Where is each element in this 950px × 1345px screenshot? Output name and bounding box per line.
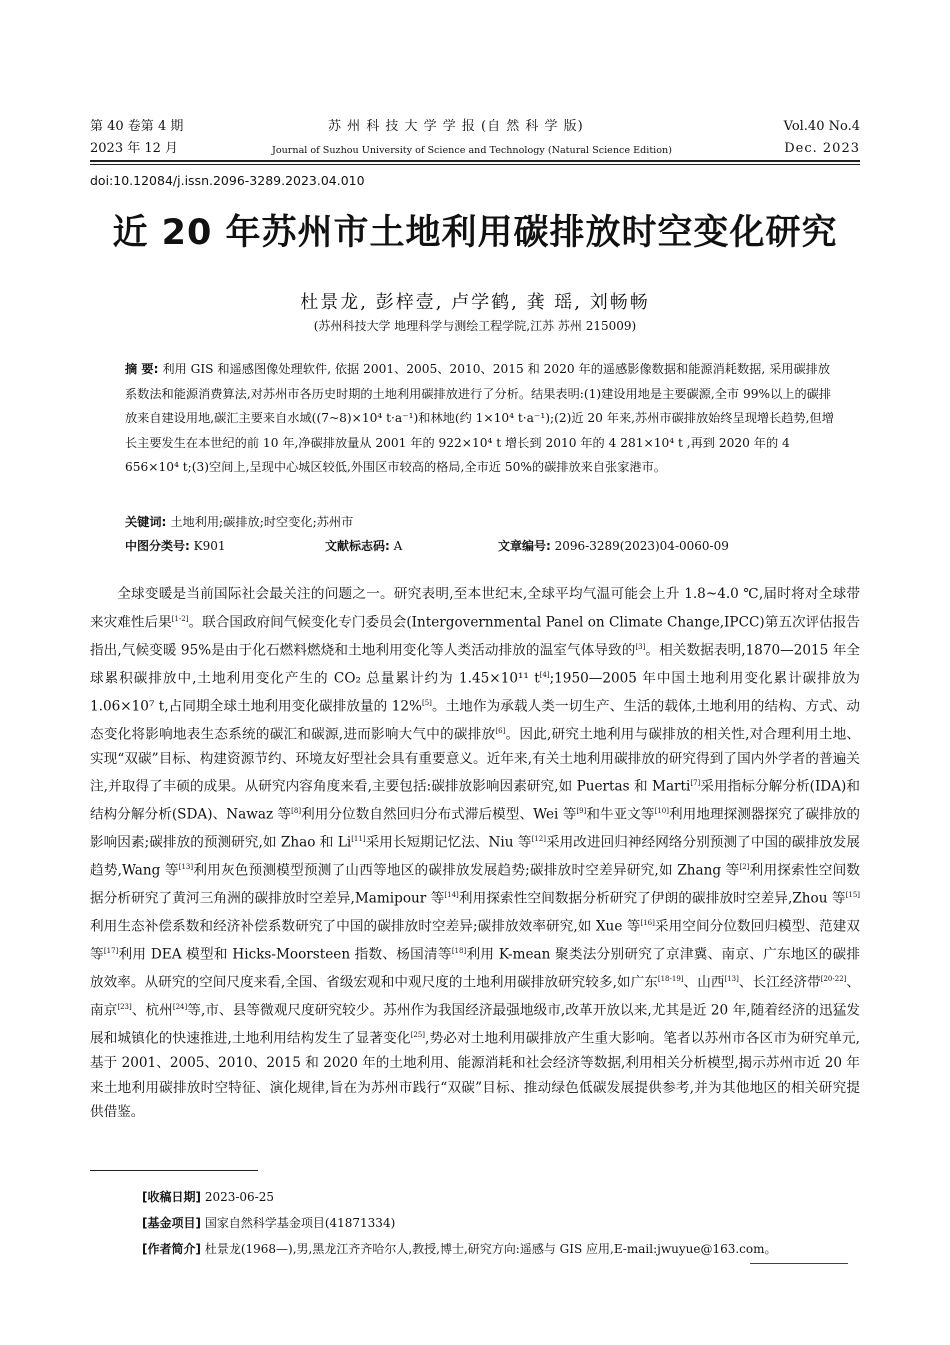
fund-value: 国家自然科学基金项目(41871334) bbox=[204, 1216, 396, 1230]
footnote-end-rule bbox=[750, 1263, 848, 1264]
authors: 杜景龙, 彭梓壹, 卢学鹤, 龚 瑶, 刘畅畅 bbox=[300, 292, 650, 313]
citation: [25] bbox=[410, 1031, 426, 1040]
body-text: 全球变暖是当前国际社会最关注的问题之一。研究表明,至本世纪末,全球平均气温可能会上升 1.8~4.0 ℃,届时将对全球带来灾难性后果 bbox=[90, 586, 860, 631]
header-volume-en: Vol.40 No.4 bbox=[783, 119, 860, 134]
citation: [9] bbox=[576, 807, 587, 816]
header-rule-thin bbox=[90, 164, 860, 165]
body-text: ,势必对土地利用碳排放产生重大影响。笔者以苏州市各区市为研究单元,基于 2001、2005、2010、2015 和 2020 年的土地利用、能源消耗和社会经济等数据,利用相关分析模型,揭示苏州市近 20 年来土地利用碳排放时空特征、演化规律,旨在为苏州市践行“双碳”目标、推动绿色低碳发展提供参考,并为其他地区的相关研究提供借鉴。 bbox=[90, 1030, 861, 1121]
body-text: 采用指标分解分析(IDA)和结构分解分析(SDA)、Nawaz 等 bbox=[90, 778, 860, 823]
body-text: 采用改进回归神经网络分别预测了中国的碳排放发展趋势,Wang 等 bbox=[90, 834, 860, 879]
citation: [10] bbox=[654, 807, 669, 816]
citation: [8] bbox=[291, 807, 302, 816]
doc-code-label: 文献标志码: bbox=[325, 539, 390, 553]
citation: [3] bbox=[635, 642, 646, 651]
citation: [13] bbox=[724, 975, 739, 984]
citation: [1-2] bbox=[171, 614, 189, 623]
body-text: 利用生态补偿系数和经济补偿系数研究了中国的碳排放时空差异;碳排放效率研究,如 Xue 等 bbox=[90, 918, 641, 935]
abstract bbox=[125, 357, 840, 480]
footnote-rule bbox=[90, 1170, 258, 1171]
body-text: 利用探索性空间数据分析研究了伊朗的碳排放时空差异,Zhou 等 bbox=[458, 890, 846, 907]
body-text: 利用 K-mean 聚类法分别研究了京津冀、南京、广东地区的碳排放效率。从研究的空间尺度来看,全国、省级宏观和中观尺度的土地利用碳排放研究较多,如广东 bbox=[90, 946, 861, 991]
body-text: 。土地作为承载人类一切生产、生活的载体,土地利用的结构、方式、动态变化将影响地表生态系统的碳汇和碳源,进而影响大气中的碳排放 bbox=[90, 698, 860, 743]
abstract-label: 摘 要: bbox=[125, 362, 159, 376]
footnote-author bbox=[142, 1240, 777, 1257]
body-text: 、南京 bbox=[90, 974, 861, 1019]
doc-code-value: A bbox=[393, 539, 403, 553]
author-label: [作者简介] bbox=[142, 1242, 201, 1256]
header-journal-cn: 苏 州 科 技 大 学 学 报 (自 然 科 学 版) bbox=[328, 119, 584, 134]
citation: [5] bbox=[421, 698, 432, 707]
keywords-text: 土地利用;碳排放;时空变化;苏州市 bbox=[170, 515, 354, 529]
header-journal-en: Journal of Suzhou University of Science and Technology (Natural Science Edition) bbox=[272, 145, 672, 156]
article-value: 2096-3289(2023)04-0060-09 bbox=[554, 539, 729, 553]
body-text: ;1950—2005 年中国土地利用变化累计碳排放为 1.06×10⁷ t,占同期全球土地利用变化碳排放量的 12% bbox=[90, 670, 860, 715]
citation: [24] bbox=[172, 1003, 188, 1012]
citation: [18-19] bbox=[657, 975, 684, 984]
keywords bbox=[125, 510, 840, 535]
author-value: 杜景龙(1968—),男,黑龙江齐齐哈尔人,教授,博士,研究方向:遥感与 GIS 应用,E-mail:jwuyue@163.com。 bbox=[204, 1242, 777, 1256]
body-text: 利用地理探测器探究了碳排放的影响因素;碳排放的预测研究,如 Zhao 和 Li bbox=[90, 806, 861, 851]
citation: [2] bbox=[739, 863, 750, 872]
article-label: 文章编号: bbox=[498, 539, 551, 553]
footnote-received bbox=[142, 1188, 274, 1205]
body-text: 、长江经济带 bbox=[738, 974, 821, 991]
body-text: 。因此,研究土地利用与碳排放的相关性,对合理利用土地、实现“双碳”目标、构建资源节约、环境友好型社会具有重要意义。近年来,有关土地利用碳排放的研究得到了国内外学者的普遍关注,并取得了丰硕的成果。从研究内容角度来看,主要包括:碳排放影响因素研究,如 Puertas 和 Marti bbox=[90, 726, 860, 795]
header-date-cn: 2023 年 12 月 bbox=[90, 141, 179, 156]
introduction-paragraph bbox=[90, 582, 860, 1125]
running-header bbox=[90, 118, 860, 158]
citation: [6] bbox=[495, 726, 506, 735]
article-number bbox=[498, 537, 729, 554]
document-code bbox=[325, 537, 402, 554]
body-text: 利用分位数自然回归分布式滞后模型、Wei 等 bbox=[301, 806, 577, 823]
abstract-text: 利用 GIS 和遥感图像处理软件, 依据 2001、2005、2010、2015 和 2020 年的遥感影像数据和能源消耗数据, 采用碳排放系数法和能源消费算法,对苏州市各历史时期的土地利用碳排放进行了分析。结果表明:(1)建设用地是主要碳源,全市 99%以上的碳排放来自建设用地,碳汇主要来自水域((7~8)×10⁴ t·a⁻¹)和林地(约 1×10⁴ t·a⁻¹);(2)近 20 年来,苏州市碳排放始终呈现增长趋势,但增长主要发生在本世纪的前 10 年,净碳排放量从 2001 年的 922×10⁴ t 增长到 2010 年的 4 281×10⁴ t ,再到 2020 年的 4 656×10⁴ t;(3)空间上,呈现中心城区较低,外围区市较高的格局,全市近 50%的碳排放来自张家港市。 bbox=[125, 362, 834, 474]
citation: [14] bbox=[444, 891, 459, 900]
citation: [13] bbox=[178, 863, 194, 872]
citation: [17] bbox=[103, 947, 119, 956]
body-text: 。相关数据表明,1870—2015 年全球累积碳排放中,土地利用变化产生的 CO₂ 总量累计约为 1.45×10¹¹ t bbox=[90, 642, 860, 687]
body-text: 、山西 bbox=[683, 974, 725, 991]
footnote-fund bbox=[142, 1214, 395, 1231]
body-text: 采用空间分位数回归模型、范建双等 bbox=[90, 918, 860, 963]
header-rule bbox=[90, 160, 860, 162]
citation: [12] bbox=[531, 835, 546, 844]
clc-label: 中图分类号: bbox=[125, 539, 190, 553]
fund-label: [基金项目] bbox=[142, 1216, 201, 1230]
header-date-en: Dec. 2023 bbox=[784, 141, 860, 156]
citation: [23] bbox=[117, 1003, 132, 1012]
body-text: 利用 DEA 模型和 Hicks-Moorsteen 指数、杨国清等 bbox=[118, 946, 452, 963]
doi: doi:10.12084/j.issn.2096-3289.2023.04.010 bbox=[90, 173, 365, 188]
paper-title: 近 20 年苏州市土地利用碳排放时空变化研究 bbox=[112, 213, 838, 253]
citation: [7] bbox=[690, 779, 701, 788]
body-text: 和牛亚文等 bbox=[586, 806, 655, 823]
body-text: 利用探索性空间数据分析研究了黄河三角洲的碳排放时空差异,Mamipour 等 bbox=[90, 862, 860, 907]
clc-number bbox=[125, 537, 226, 554]
citation: [4] bbox=[539, 670, 550, 679]
clc-value: K901 bbox=[193, 539, 226, 553]
body-text: 利用灰色预测模型预测了山西等地区的碳排放发展趋势;碳排放时空差异研究,如 Zhang 等 bbox=[193, 862, 740, 879]
body-text: 、杭州 bbox=[131, 1002, 173, 1019]
citation: [15] bbox=[845, 891, 861, 900]
body-text: 等,市、县等微观尺度研究较少。苏州作为我国经济最强地级市,改革开放以来,尤其是近 20 年,随着经济的迅猛发展和城镇化的快速推进,土地利用结构发生了显著变化 bbox=[90, 1002, 860, 1047]
body-text: 采用长短期记忆法、Niu 等 bbox=[365, 834, 532, 851]
header-volume-cn: 第 40 卷第 4 期 bbox=[90, 119, 184, 134]
received-value: 2023-06-25 bbox=[204, 1190, 274, 1204]
affiliation: (苏州科技大学 地理科学与测绘工程学院,江苏 苏州 215009) bbox=[313, 319, 637, 333]
citation: [16] bbox=[640, 919, 655, 928]
body-text: 。联合国政府间气候变化专门委员会(Intergovernmental Panel on Climate Change,IPCC)第五次评估报告指出,气候变暖 95%是由于化石燃料燃烧和土地利用变化等人类活动排放的温室气体导致的 bbox=[90, 614, 861, 659]
citation: [18] bbox=[451, 947, 467, 956]
keywords-label: 关键词: bbox=[125, 515, 167, 529]
citation: [11] bbox=[351, 835, 366, 844]
citation: [20-22] bbox=[820, 975, 847, 984]
received-label: [收稿日期] bbox=[142, 1190, 201, 1204]
